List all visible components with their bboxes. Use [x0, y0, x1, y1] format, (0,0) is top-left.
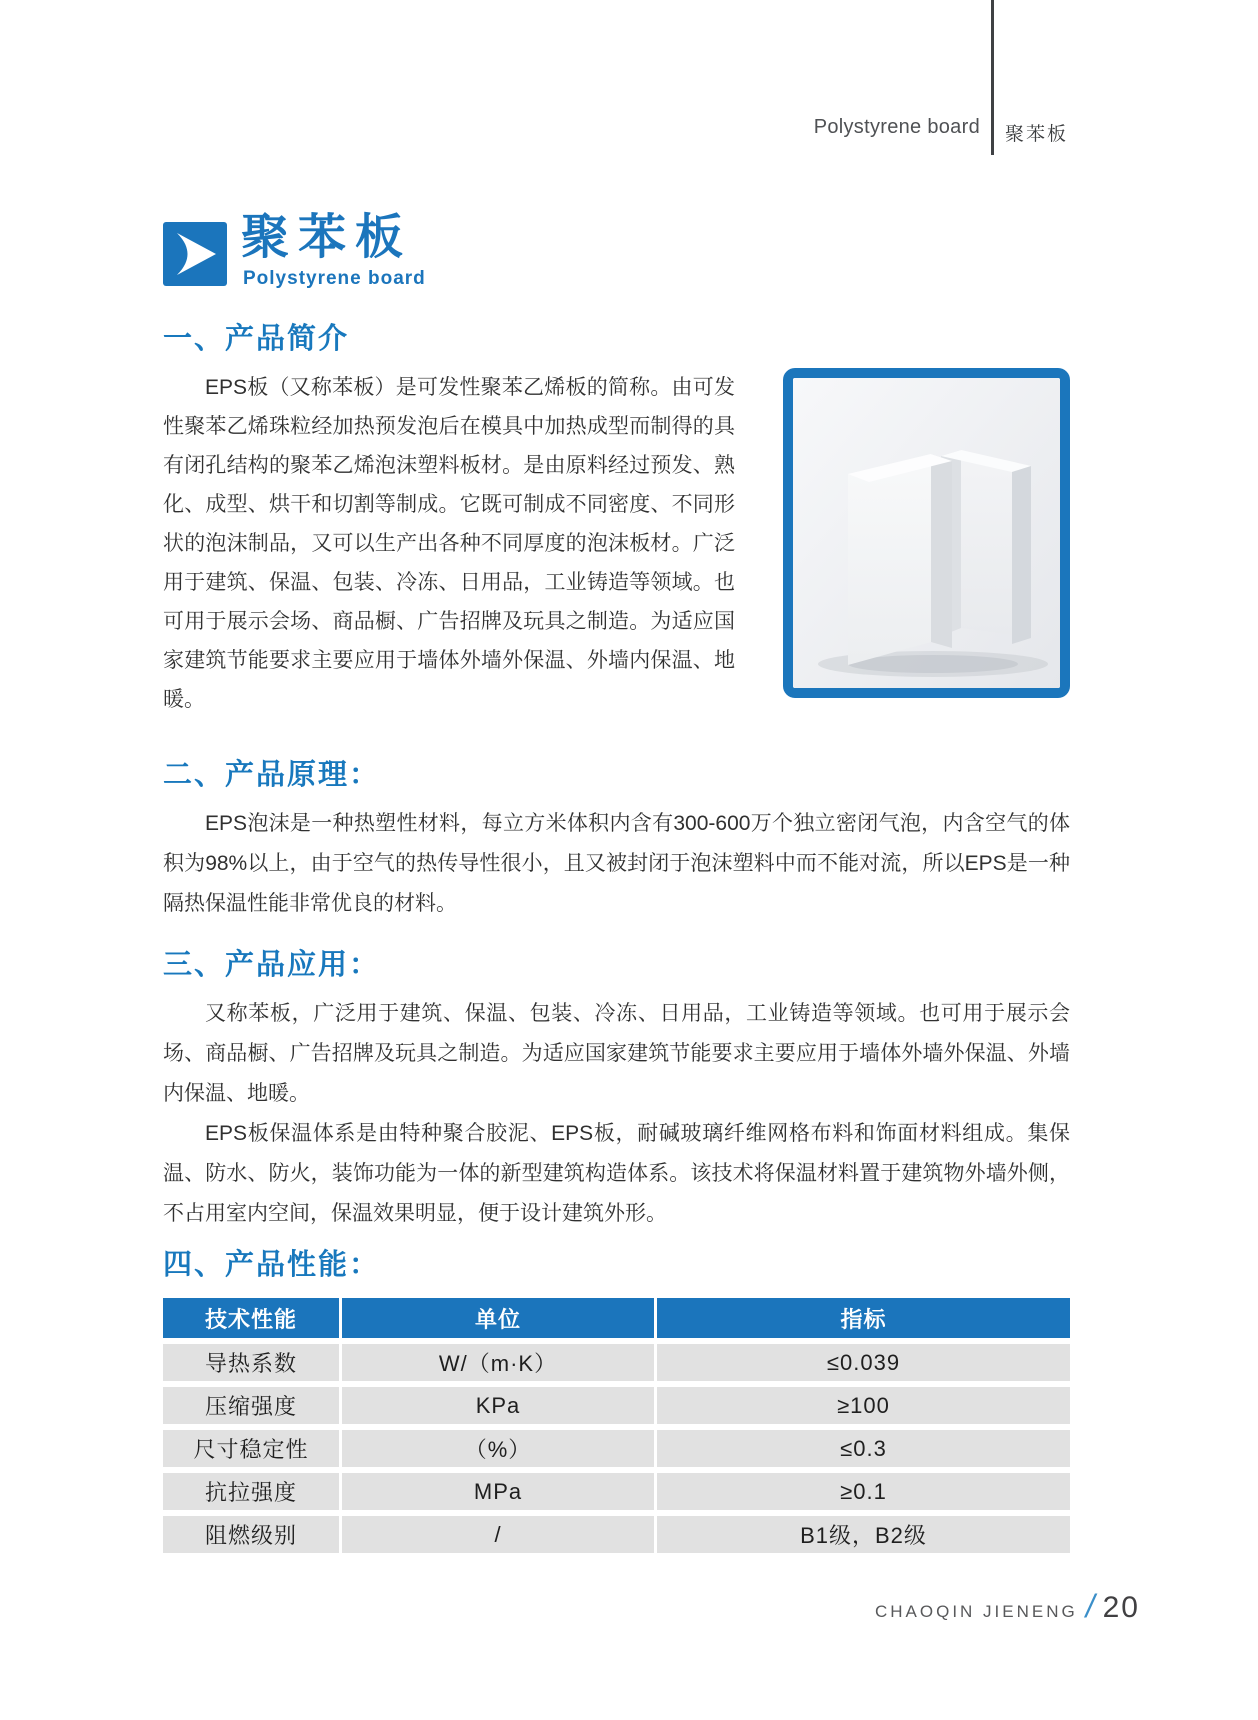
table-cell: 导热系数 — [163, 1344, 339, 1381]
table-header-index: 指标 — [657, 1298, 1070, 1338]
table-cell: （%） — [342, 1430, 654, 1467]
table-cell: ≤0.3 — [657, 1430, 1070, 1467]
section-2-heading: 二、产品原理： — [163, 759, 381, 791]
section-2-paragraph: EPS泡沫是一种热塑性材料，每立方米体积内含有300-600万个独立密闭气泡，内含空气的体积为98%以上，由于空气的热传导性很小，且又被封闭于泡沫塑料中而不能对流，所以EPS是一种隔热保温性能非常优良的材料。 — [163, 812, 1070, 915]
page-footer — [760, 1590, 1140, 1623]
product-image-frame — [783, 368, 1070, 698]
logo-title: 聚苯板 — [241, 211, 413, 264]
logo-subtitle: Polystyrene board — [243, 268, 426, 289]
section-1-heading: 一、产品简介 — [163, 323, 350, 355]
table-cell: ≥0.1 — [657, 1473, 1070, 1510]
table-cell: 压缩强度 — [163, 1387, 339, 1424]
table-header-property: 技术性能 — [163, 1298, 339, 1338]
section-1-body — [163, 368, 1070, 719]
running-head-chinese: 聚苯板 — [1005, 124, 1069, 145]
section-3-body — [163, 994, 1070, 1234]
table-cell: MPa — [342, 1473, 654, 1510]
arrow-icon — [163, 222, 227, 286]
table-cell: ≤0.039 — [657, 1344, 1070, 1381]
section-4-heading: 四、产品性能： — [163, 1249, 381, 1281]
table-cell: 阻燃级别 — [163, 1516, 339, 1553]
running-head-divider — [991, 0, 994, 155]
table-cell: 抗拉强度 — [163, 1473, 339, 1510]
table-cell: B1级，B2级 — [657, 1516, 1070, 1553]
foam-boards-illustration — [793, 378, 1060, 688]
table-cell: KPa — [342, 1387, 654, 1424]
section-2-body — [163, 804, 1070, 924]
footer-brand: CHAOQIN JIENENG — [874, 1602, 1078, 1621]
footer-slash: / — [1085, 1588, 1095, 1624]
section-3-heading: 三、产品应用： — [163, 949, 381, 981]
section-3-paragraph-2: EPS板保温体系是由特种聚合胶泥、EPS板，耐碱玻璃纤维网格布料和饰面材料组成。集保温、防水、防火，装饰功能为一体的新型建筑构造体系。该技术将保温材料置于建筑物外墙外侧，不占用室内空间，保温效果明显，便于设计建筑外形。 — [163, 1122, 1070, 1225]
logo-mark — [163, 222, 227, 286]
running-head-english: Polystyrene board — [813, 116, 980, 138]
table-cell: / — [342, 1516, 654, 1553]
table-cell: ≥100 — [657, 1387, 1070, 1424]
section-3-paragraph-1: 又称苯板，广泛用于建筑、保温、包装、冷冻、日用品，工业铸造等领域。也可用于展示会场、商品橱、广告招牌及玩具之制造。为适应国家建筑节能要求主要应用于墙体外墙外保温、外墙内保温、地暖。 — [163, 1002, 1070, 1105]
footer-page-number: 20 — [1102, 1591, 1140, 1624]
table-header-unit: 单位 — [342, 1298, 654, 1338]
performance-table — [163, 1298, 1070, 1553]
table-cell: W/（m·K） — [342, 1344, 654, 1381]
section-1-paragraph: EPS板（又称苯板）是可发性聚苯乙烯板的简称。由可发性聚苯乙烯珠粒经加热预发泡后在模具中加热成型而制得的具有闭孔结构的聚苯乙烯泡沫塑料板材。是由原料经过预发、熟化、成型、烘干和切割等制成。它既可制成不同密度、不同形状的泡沫制品，又可以生产出各种不同厚度的泡沫板材。广泛用于建筑、保温、包装、冷冻、日用品，工业铸造等领域。也可用于展示会场、商品橱、广告招牌及玩具之制造。为适应国家建筑节能要求主要应用于墙体外墙外保温、外墙内保温、地暖。 — [163, 376, 735, 711]
table-cell: 尺寸稳定性 — [163, 1430, 339, 1467]
